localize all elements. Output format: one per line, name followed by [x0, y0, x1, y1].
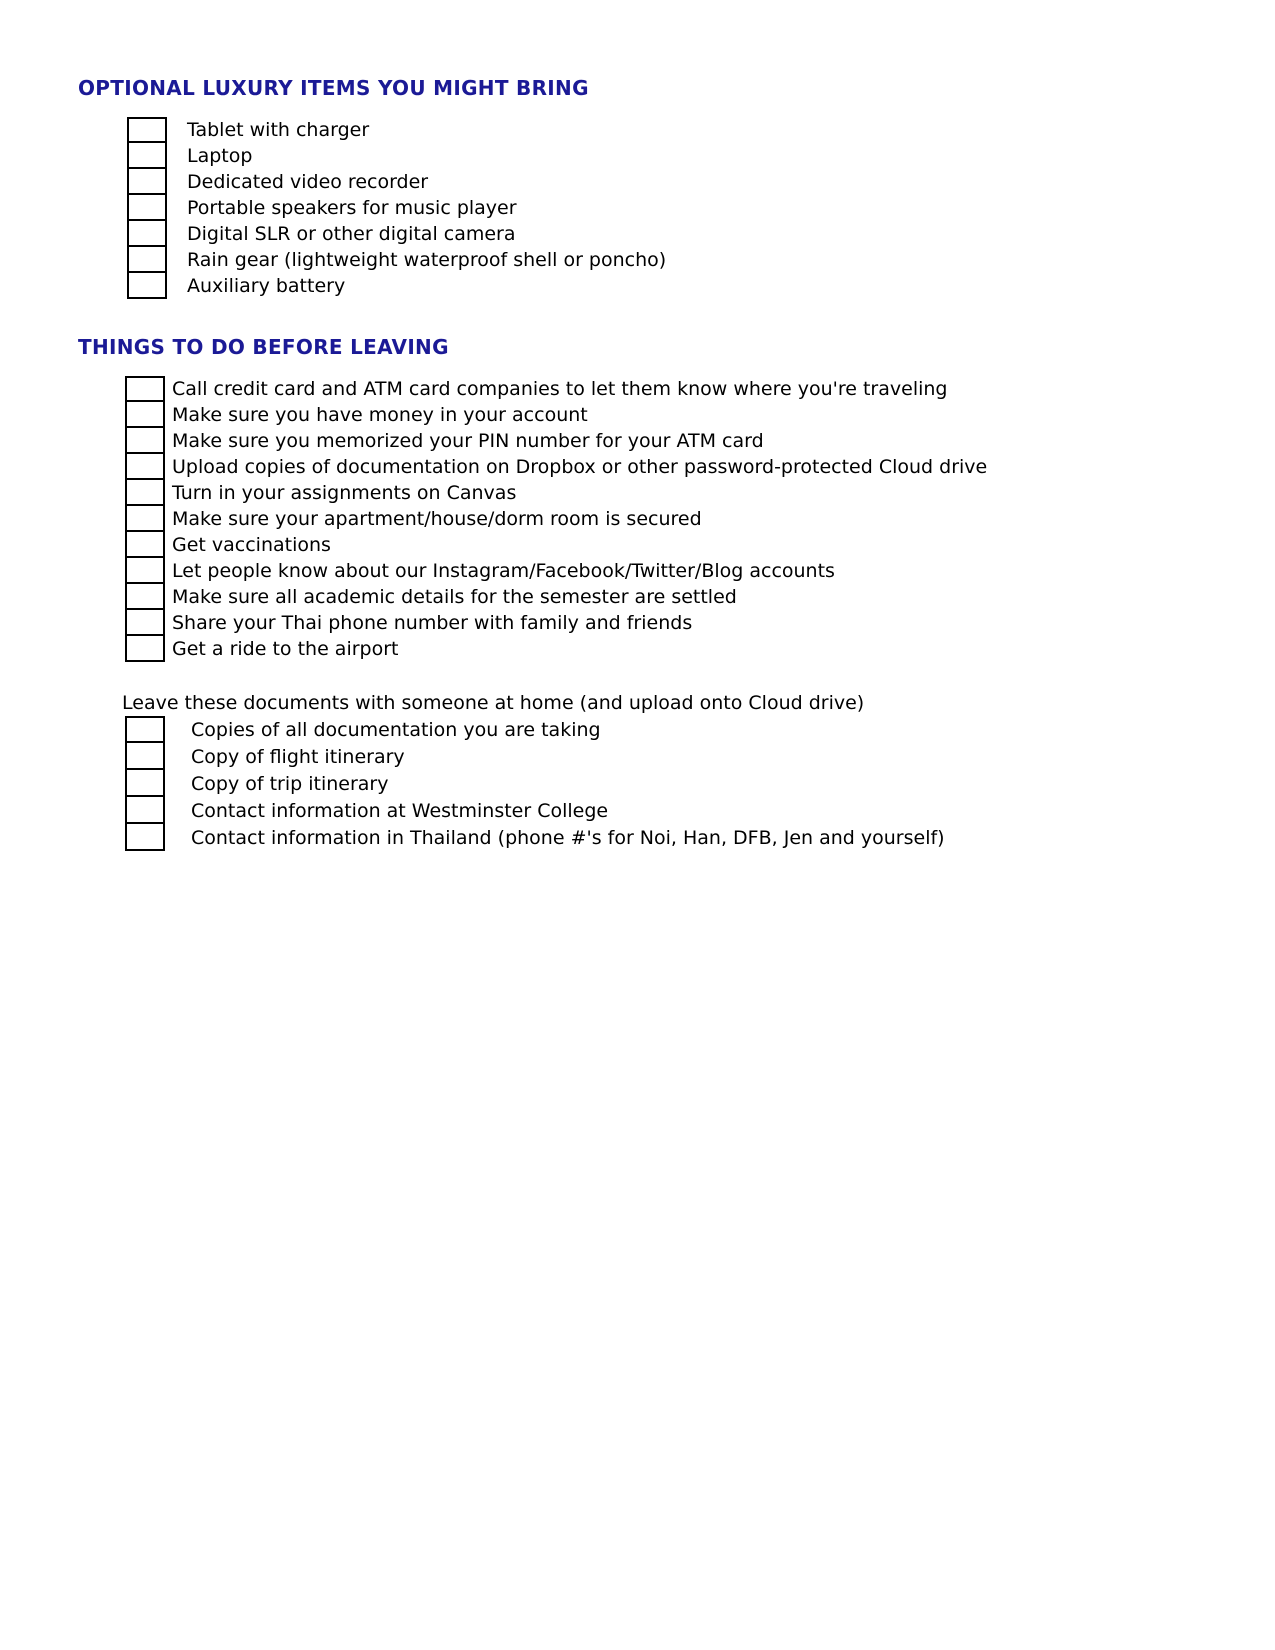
checkbox[interactable]	[125, 770, 165, 797]
checklist-item-label: Get a ride to the airport	[172, 638, 399, 660]
checklist-luxury-items	[127, 117, 666, 299]
checklist-row	[125, 636, 987, 662]
checkbox[interactable]	[125, 824, 165, 851]
checkbox[interactable]	[127, 247, 167, 273]
checkbox[interactable]	[125, 743, 165, 770]
checklist-item-label: Share your Thai phone number with family and friends	[172, 612, 693, 634]
checklist-row	[125, 743, 945, 770]
checklist-row	[127, 273, 666, 299]
checklist-item-label: Let people know about our Instagram/Facebook/Twitter/Blog accounts	[172, 560, 835, 582]
checklist-row	[127, 221, 666, 247]
checklist-row	[125, 402, 987, 428]
checklist-item-label: Copy of trip itinerary	[191, 772, 389, 795]
checkbox[interactable]	[125, 376, 165, 402]
checklist-row	[125, 797, 945, 824]
checklist-item-label: Make sure you memorized your PIN number for your ATM card	[172, 430, 764, 452]
checklist-item-label: Tablet with charger	[187, 119, 370, 141]
section-heading-luxury-items: OPTIONAL LUXURY ITEMS YOU MIGHT BRING	[78, 76, 589, 100]
checkbox[interactable]	[127, 117, 167, 143]
checklist-row	[127, 247, 666, 273]
checklist-row	[125, 428, 987, 454]
checkbox[interactable]	[127, 221, 167, 247]
checklist-item-label: Upload copies of documentation on Dropbox or other password-protected Cloud drive	[172, 456, 988, 478]
checklist-row	[125, 376, 987, 402]
checkbox[interactable]	[125, 506, 165, 532]
checklist-item-label: Make sure all academic details for the semester are settled	[172, 586, 737, 608]
checklist-item-label: Rain gear (lightweight waterproof shell or poncho)	[187, 249, 667, 271]
checkbox[interactable]	[125, 610, 165, 636]
checklist-item-label: Laptop	[187, 145, 253, 167]
checklist-item-label: Call credit card and ATM card companies to let them know where you're traveling	[172, 378, 948, 400]
checklist-row	[125, 506, 987, 532]
checklist-row	[125, 610, 987, 636]
checkbox[interactable]	[125, 402, 165, 428]
documents-intro-text: Leave these documents with someone at home (and upload onto Cloud drive)	[122, 692, 865, 714]
checklist-row	[127, 195, 666, 221]
checklist-row	[125, 770, 945, 797]
checkbox[interactable]	[125, 584, 165, 610]
checklist-row	[125, 716, 945, 743]
checklist-item-label: Contact information at Westminster College	[191, 799, 609, 822]
checklist-item-label: Portable speakers for music player	[187, 197, 517, 219]
checkbox[interactable]	[125, 454, 165, 480]
checklist-item-label: Digital SLR or other digital camera	[187, 223, 516, 245]
checkbox[interactable]	[125, 532, 165, 558]
checklist-item-label: Copy of flight itinerary	[191, 745, 405, 768]
checklist-row	[127, 169, 666, 195]
checklist-row	[125, 558, 987, 584]
checkbox[interactable]	[125, 558, 165, 584]
checklist-item-label: Copies of all documentation you are taking	[191, 718, 601, 741]
checklist-row	[125, 480, 987, 506]
checklist-item-label: Contact information in Thailand (phone #'s for Noi, Han, DFB, Jen and yourself)	[191, 826, 945, 849]
checklist-row	[127, 117, 666, 143]
checklist-documents	[125, 716, 945, 851]
checklist-row	[125, 824, 945, 851]
checklist-row	[125, 454, 987, 480]
checklist-before-leaving	[125, 376, 987, 662]
checkbox[interactable]	[125, 480, 165, 506]
checkbox[interactable]	[127, 195, 167, 221]
section-heading-things-to-do: THINGS TO DO BEFORE LEAVING	[78, 335, 449, 359]
checkbox[interactable]	[127, 169, 167, 195]
checklist-row	[125, 584, 987, 610]
checklist-row	[127, 143, 666, 169]
checkbox[interactable]	[127, 143, 167, 169]
checklist-item-label: Get vaccinations	[172, 534, 331, 556]
checklist-row	[125, 532, 987, 558]
checklist-item-label: Make sure you have money in your account	[172, 404, 588, 426]
checklist-item-label: Auxiliary battery	[187, 275, 346, 297]
checklist-item-label: Dedicated video recorder	[187, 171, 429, 193]
checkbox[interactable]	[127, 273, 167, 299]
checklist-item-label: Turn in your assignments on Canvas	[172, 482, 517, 504]
checkbox[interactable]	[125, 636, 165, 662]
checkbox[interactable]	[125, 428, 165, 454]
checkbox[interactable]	[125, 716, 165, 743]
checkbox[interactable]	[125, 797, 165, 824]
checklist-item-label: Make sure your apartment/house/dorm room is secured	[172, 508, 702, 530]
